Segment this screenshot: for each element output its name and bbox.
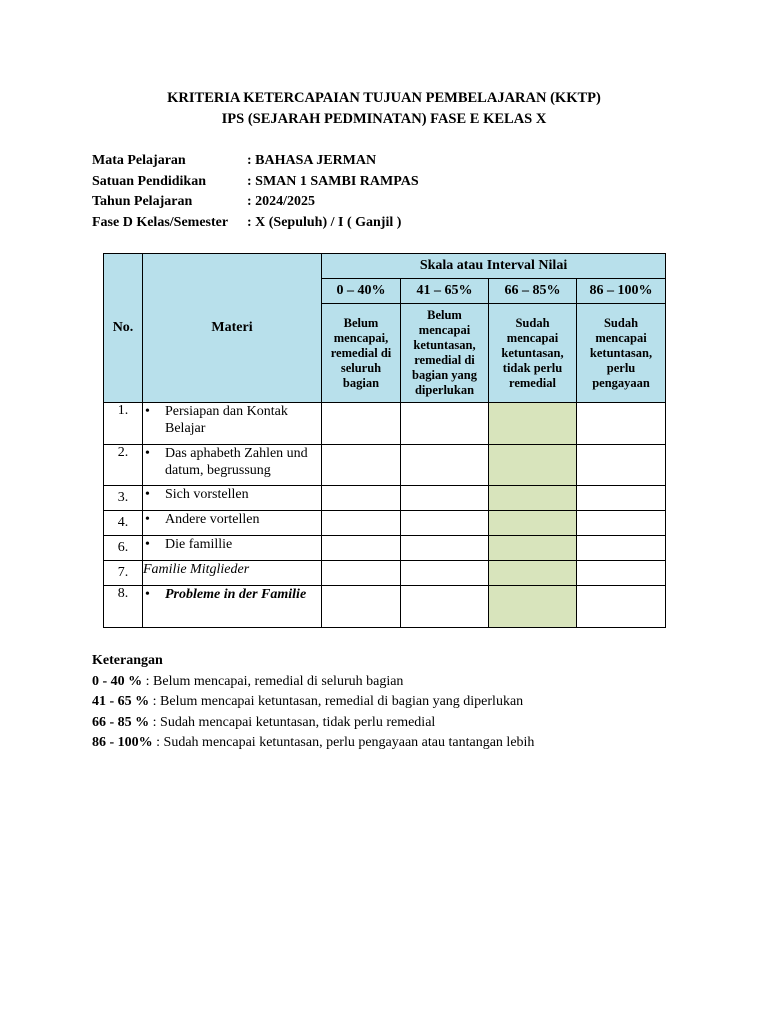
materi-text: Das aphabeth Zahlen und datum, begrussung (165, 446, 308, 478)
legend-item (92, 713, 534, 734)
score-cell (322, 403, 401, 445)
legend-range: 41 - 65 % (92, 694, 150, 709)
info-value: : 2024/2025 (247, 194, 316, 209)
table-row (104, 561, 666, 586)
header-range: 86 – 100% (577, 279, 666, 304)
score-cell (577, 586, 666, 628)
info-value: : X (Sepuluh) / I ( Ganjil ) (247, 214, 402, 230)
legend-item (92, 733, 534, 754)
identity-block (92, 151, 419, 233)
score-cell (322, 586, 401, 628)
kktp-table (103, 253, 666, 628)
score-cell (401, 561, 489, 586)
legend-text: : Belum mencapai ketuntasan, remedial di bagian yang diperlukan (149, 694, 524, 709)
header-description: Sudah mencapai ketuntasan, perlu pengayaan (577, 304, 666, 403)
document-title: KRITERIA KETERCAPAIAN TUJUAN PEMBELAJARAN (KKTP) (167, 90, 601, 106)
score-cell (322, 536, 401, 561)
score-cell-highlight (489, 561, 577, 586)
header-materi: Materi (143, 254, 322, 403)
score-cell (401, 403, 489, 445)
table-row (104, 511, 666, 536)
score-cell (577, 511, 666, 536)
header-range: 41 – 65% (401, 279, 489, 304)
legend-range: 0 - 40 % (92, 673, 143, 689)
score-cell (322, 561, 401, 586)
score-cell-highlight (489, 536, 577, 561)
legend-block (92, 651, 534, 754)
row-materi (143, 403, 322, 445)
score-cell (401, 445, 489, 486)
score-cell (401, 511, 489, 536)
info-row-school (92, 172, 419, 193)
bullet-icon: • (145, 537, 150, 552)
row-materi (143, 586, 322, 628)
info-value: : BAHASA JERMAN (247, 153, 377, 168)
legend-range: 66 - 85 % (92, 714, 150, 730)
row-number: 6. (104, 536, 143, 561)
header-range: 0 – 40% (322, 279, 401, 304)
info-row-year (92, 192, 419, 213)
legend-text: : Sudah mencapai ketuntasan, perlu pengayaan atau tantangan lebih (152, 735, 535, 750)
table-row (104, 536, 666, 561)
info-value: : SMAN 1 SAMBI RAMPAS (247, 173, 419, 189)
info-label: Satuan Pendidikan (92, 173, 206, 189)
header-description: Sudah mencapai ketuntasan, tidak perlu remedial (489, 304, 577, 403)
bullet-icon: • (145, 487, 150, 502)
legend-text: : Sudah mencapai ketuntasan, tidak perlu remedial (149, 714, 436, 730)
table-row (104, 586, 666, 628)
bullet-icon: • (145, 404, 150, 419)
row-materi (143, 511, 322, 536)
row-number: 2. (104, 445, 143, 486)
document-subtitle: IPS (SEJARAH PEDMINATAN) FASE E KELAS X (221, 111, 547, 127)
materi-text: Sich vorstellen (165, 487, 249, 502)
score-cell (401, 536, 489, 561)
materi-text: Probleme in der Familie (165, 587, 307, 602)
legend-item (92, 672, 534, 693)
row-number: 1. (104, 403, 143, 445)
score-cell-highlight (489, 445, 577, 486)
info-label: Mata Pelajaran (92, 153, 186, 168)
row-number: 7. (104, 561, 143, 586)
score-cell (577, 536, 666, 561)
score-cell (322, 486, 401, 511)
info-row-subject (92, 151, 419, 172)
score-cell-highlight (489, 586, 577, 628)
row-number: 3. (104, 486, 143, 511)
legend-item (92, 692, 534, 713)
row-number: 4. (104, 511, 143, 536)
legend-text: : Belum mencapai, remedial di seluruh bagian (142, 673, 404, 689)
info-label: Fase D Kelas/Semester (92, 214, 229, 230)
info-label: Tahun Pelajaran (92, 194, 193, 209)
score-cell-highlight (489, 403, 577, 445)
info-row-class (92, 213, 419, 234)
score-cell (401, 586, 489, 628)
bullet-icon: • (145, 512, 150, 527)
header-range: 66 – 85% (489, 279, 577, 304)
score-cell-highlight (489, 486, 577, 511)
score-cell (322, 511, 401, 536)
score-cell (401, 486, 489, 511)
score-cell (577, 403, 666, 445)
table-row (104, 445, 666, 486)
header-description: Belum mencapai ketuntasan, remedial di bagian yang diperlukan (401, 304, 489, 403)
row-materi (143, 561, 322, 586)
table-row (104, 403, 666, 445)
legend-range: 86 - 100% (92, 735, 153, 750)
row-number: 8. (104, 586, 143, 628)
score-cell-highlight (489, 511, 577, 536)
header-description: Belum mencapai, remedial di seluruh bagian (322, 304, 401, 403)
row-materi (143, 486, 322, 511)
materi-text: Die famillie (165, 537, 233, 552)
materi-text: Andere vortellen (165, 512, 260, 527)
header-no: No. (104, 254, 143, 403)
score-cell (322, 445, 401, 486)
table-row (104, 486, 666, 511)
materi-text: Familie Mitglieder (143, 562, 250, 577)
score-cell (577, 445, 666, 486)
materi-text: Persiapan dan Kontak Belajar (165, 404, 288, 436)
bullet-icon: • (145, 587, 150, 602)
score-cell (577, 486, 666, 511)
header-scale: Skala atau Interval Nilai (322, 254, 666, 279)
legend-heading: Keterangan (92, 653, 163, 668)
row-materi (143, 445, 322, 486)
bullet-icon: • (145, 446, 150, 461)
score-cell (577, 561, 666, 586)
row-materi (143, 536, 322, 561)
